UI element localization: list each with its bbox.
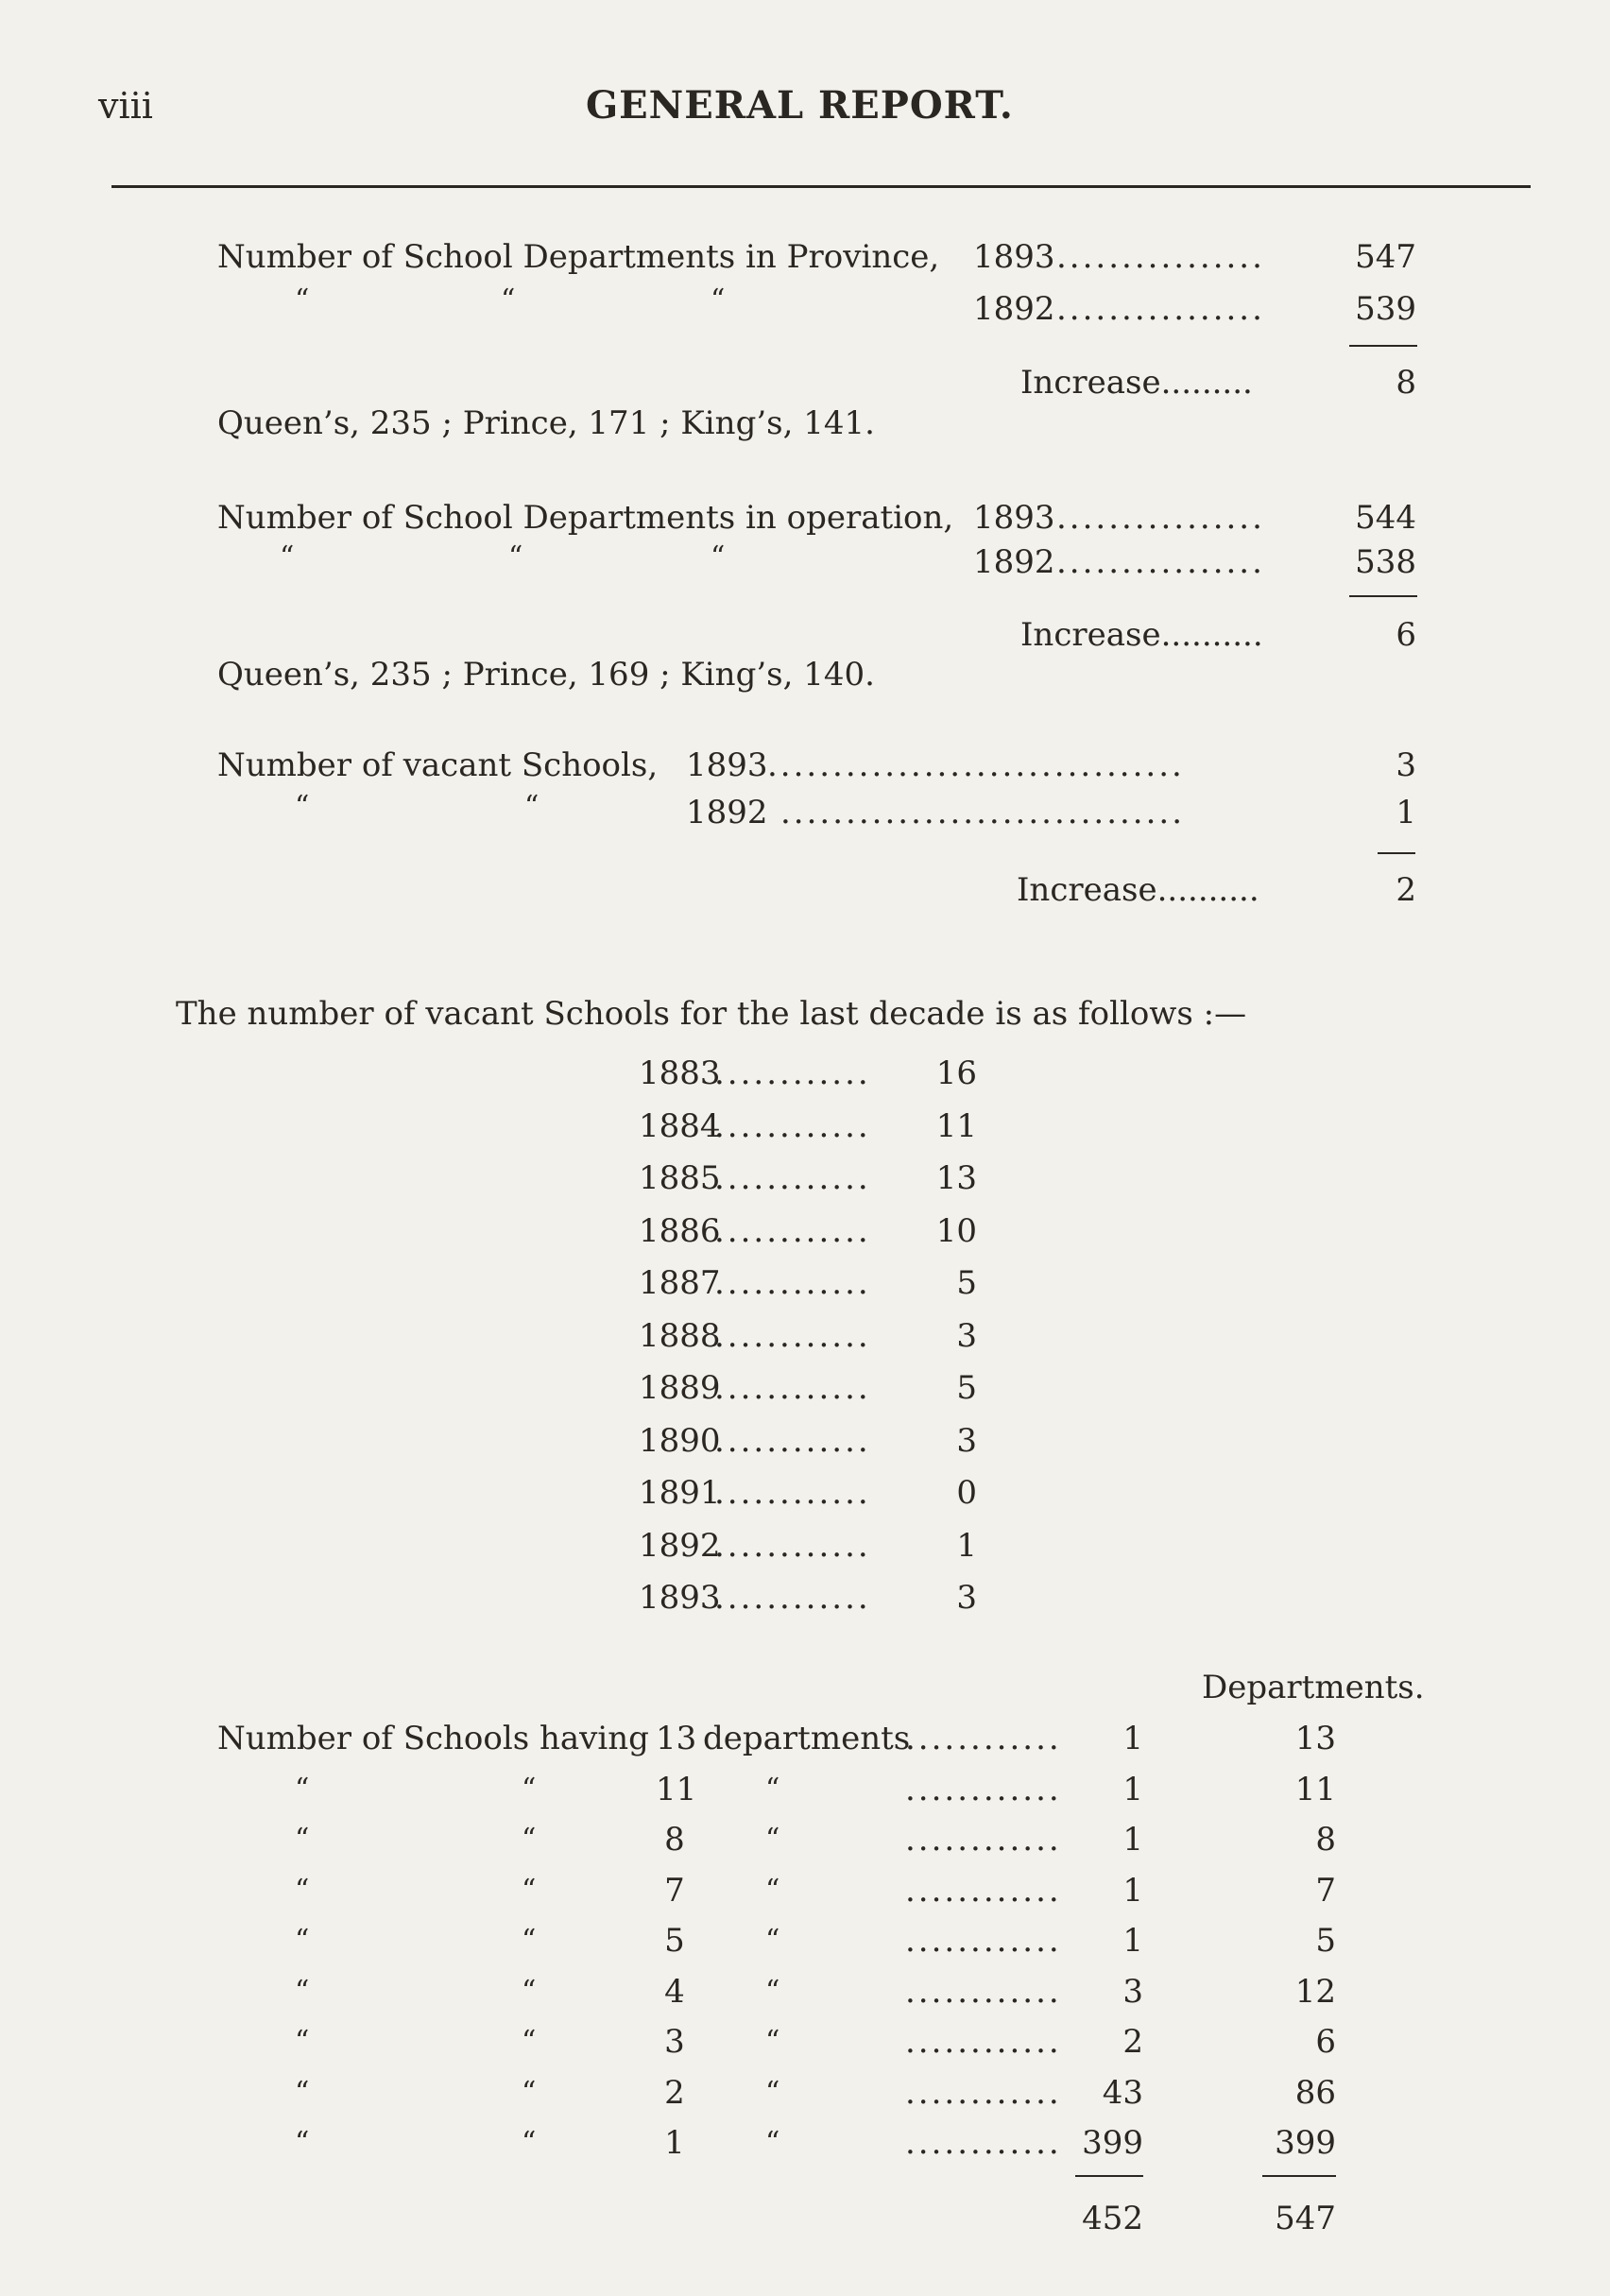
sum-rule <box>1349 345 1417 347</box>
decade-leader: ............ <box>714 1107 871 1145</box>
ditto-mark: “ <box>765 2025 780 2058</box>
ditto-mark: “ <box>295 1823 310 1856</box>
schools-leader: ............ <box>905 1922 1062 1960</box>
province-increase-value: 8 <box>1396 364 1416 402</box>
province-year-1893: 1893 <box>973 238 1055 276</box>
ditto-mark: “ <box>522 1975 537 2008</box>
operation-label: Number of School Departments in operation, <box>217 499 954 537</box>
ditto-mark: “ <box>295 1975 310 2008</box>
ditto-mark: “ <box>522 1823 537 1856</box>
schools-dept-count: 4 <box>664 1973 685 2011</box>
schools-label-prefix: Number of Schools having <box>217 1720 649 1757</box>
schools-leader: ............ <box>905 1720 1062 1757</box>
ditto-mark: “ <box>522 2126 537 2159</box>
schools-count: 1 <box>1122 1922 1143 1960</box>
province-year-1892: 1892 <box>973 290 1055 328</box>
operation-value-1893: 544 <box>1355 499 1416 537</box>
schools-leader: ............ <box>905 1771 1062 1808</box>
schools-departments: 13 <box>1294 1720 1336 1757</box>
ditto-mark: “ <box>522 1924 537 1957</box>
decade-value: 1 <box>956 1527 977 1565</box>
schools-count: 3 <box>1122 1973 1143 2011</box>
schools-departments: 86 <box>1294 2074 1336 2112</box>
vacant-year-1892: 1892 <box>686 794 768 831</box>
operation-breakdown: Queen’s, 235 ; Prince, 169 ; King’s, 140. <box>217 656 875 694</box>
province-leader-1893: ................ <box>1056 238 1265 276</box>
decade-value: 5 <box>956 1264 977 1302</box>
decade-intro: The number of vacant Schools for the last decade is as follows :— <box>176 995 1247 1033</box>
schools-dept-count: 5 <box>664 1922 685 1960</box>
vacant-increase-label: Increase.......... <box>1017 871 1259 909</box>
decade-year: 1888 <box>639 1317 721 1355</box>
ditto-mark: “ <box>295 1924 310 1957</box>
ditto-mark: “ <box>501 283 516 317</box>
decade-value: 16 <box>935 1054 977 1092</box>
ditto-mark: “ <box>765 2126 780 2159</box>
decade-leader: ............ <box>714 1317 871 1355</box>
province-value-1893: 547 <box>1355 238 1416 276</box>
ditto-mark: “ <box>765 1874 780 1907</box>
decade-leader: ............ <box>714 1159 871 1197</box>
decade-value: 0 <box>956 1474 977 1512</box>
decade-year: 1892 <box>639 1527 721 1565</box>
vacant-leader-1892: ............................... <box>780 794 1186 831</box>
decade-leader: ............ <box>714 1579 871 1617</box>
ditto-mark: “ <box>280 540 295 574</box>
decade-year: 1889 <box>639 1369 721 1407</box>
header-rule <box>111 185 1531 188</box>
departments-header: Departments. <box>1202 1669 1425 1706</box>
ditto-mark: “ <box>295 2025 310 2058</box>
schools-dept-count: 13 <box>656 1720 697 1757</box>
schools-dept-count: 2 <box>664 2074 685 2112</box>
schools-dept-count: 11 <box>656 1771 697 1808</box>
operation-leader-1893: ................ <box>1056 499 1265 537</box>
decade-leader: ............ <box>714 1422 871 1460</box>
schools-leader: ............ <box>905 2023 1062 2061</box>
schools-count: 1 <box>1122 1771 1143 1808</box>
vacant-increase-value: 2 <box>1396 871 1416 909</box>
operation-year-1893: 1893 <box>973 499 1055 537</box>
vacant-leader-1893: ................................ <box>767 746 1185 784</box>
total-rule <box>1075 2175 1143 2177</box>
page-number: viii <box>98 85 153 127</box>
province-breakdown: Queen’s, 235 ; Prince, 171 ; King’s, 141. <box>217 404 875 442</box>
ditto-mark: “ <box>522 1874 537 1907</box>
vacant-value-1892: 1 <box>1396 794 1416 831</box>
decade-value: 11 <box>935 1107 977 1145</box>
ditto-mark: “ <box>765 1924 780 1957</box>
decade-value: 10 <box>935 1212 977 1250</box>
decade-leader: ............ <box>714 1212 871 1250</box>
decade-leader: ............ <box>714 1369 871 1407</box>
ditto-mark: “ <box>765 1823 780 1856</box>
schools-count: 2 <box>1122 2023 1143 2061</box>
ditto-mark: “ <box>295 1773 310 1806</box>
ditto-mark: “ <box>711 540 726 574</box>
schools-leader: ............ <box>905 2124 1062 2162</box>
ditto-mark: “ <box>524 790 540 823</box>
operation-increase-value: 6 <box>1396 616 1416 654</box>
ditto-mark: “ <box>765 1975 780 2008</box>
decade-leader: ............ <box>714 1264 871 1302</box>
operation-value-1892: 538 <box>1355 543 1416 581</box>
schools-departments: 7 <box>1315 1872 1336 1910</box>
decade-value: 13 <box>935 1159 977 1197</box>
decade-year: 1884 <box>639 1107 721 1145</box>
schools-departments: 399 <box>1275 2124 1336 2162</box>
schools-count: 1 <box>1122 1821 1143 1859</box>
operation-leader-1892: ................ <box>1056 543 1265 581</box>
schools-label-suffix: departments <box>703 1720 911 1757</box>
schools-dept-count: 1 <box>664 2124 685 2162</box>
decade-value: 3 <box>956 1317 977 1355</box>
sum-rule <box>1349 595 1417 597</box>
ditto-mark: “ <box>295 2076 310 2109</box>
schools-leader: ............ <box>905 1872 1062 1910</box>
decade-leader: ............ <box>714 1527 871 1565</box>
operation-year-1892: 1892 <box>973 543 1055 581</box>
schools-count: 1 <box>1122 1872 1143 1910</box>
schools-departments: 6 <box>1315 2023 1336 2061</box>
ditto-mark: “ <box>295 1874 310 1907</box>
province-increase-label: Increase......... <box>1020 364 1253 402</box>
ditto-mark: “ <box>522 2076 537 2109</box>
decade-value: 3 <box>956 1579 977 1617</box>
schools-departments: 5 <box>1315 1922 1336 1960</box>
decade-leader: ............ <box>714 1474 871 1512</box>
province-label: Number of School Departments in Province, <box>217 238 940 276</box>
schools-dept-count: 8 <box>664 1821 685 1859</box>
vacant-label: Number of vacant Schools, <box>217 746 659 784</box>
decade-year: 1891 <box>639 1474 721 1512</box>
decade-year: 1890 <box>639 1422 721 1460</box>
page-title: GENERAL REPORT. <box>586 83 1014 128</box>
vacant-year-1893: 1893 <box>686 746 768 784</box>
vacant-value-1893: 3 <box>1396 746 1416 784</box>
total-schools: 452 <box>1082 2200 1143 2237</box>
total-rule <box>1262 2175 1336 2177</box>
decade-leader: ............ <box>714 1054 871 1092</box>
ditto-mark: “ <box>295 2126 310 2159</box>
province-leader-1892: ................ <box>1056 290 1265 328</box>
schools-leader: ............ <box>905 1821 1062 1859</box>
schools-departments: 8 <box>1315 1821 1336 1859</box>
ditto-mark: “ <box>711 283 726 317</box>
ditto-mark: “ <box>522 1773 537 1806</box>
schools-leader: ............ <box>905 2074 1062 2112</box>
schools-dept-count: 3 <box>664 2023 685 2061</box>
schools-count: 399 <box>1082 2124 1143 2162</box>
ditto-mark: “ <box>765 2076 780 2109</box>
decade-year: 1885 <box>639 1159 721 1197</box>
schools-leader: ............ <box>905 1973 1062 2011</box>
ditto-mark: “ <box>765 1773 780 1806</box>
schools-departments: 12 <box>1294 1973 1336 2011</box>
ditto-mark: “ <box>295 790 310 823</box>
decade-value: 5 <box>956 1369 977 1407</box>
decade-year: 1883 <box>639 1054 721 1092</box>
ditto-mark: “ <box>295 283 310 317</box>
province-value-1892: 539 <box>1355 290 1416 328</box>
total-departments: 547 <box>1275 2200 1336 2237</box>
decade-year: 1893 <box>639 1579 721 1617</box>
operation-increase-label: Increase.......... <box>1020 616 1263 654</box>
decade-year: 1887 <box>639 1264 721 1302</box>
ditto-mark: “ <box>508 540 523 574</box>
decade-year: 1886 <box>639 1212 721 1250</box>
schools-count: 1 <box>1122 1720 1143 1757</box>
schools-departments: 11 <box>1294 1771 1336 1808</box>
sum-rule <box>1378 852 1415 854</box>
schools-count: 43 <box>1102 2074 1143 2112</box>
schools-dept-count: 7 <box>664 1872 685 1910</box>
decade-value: 3 <box>956 1422 977 1460</box>
ditto-mark: “ <box>522 2025 537 2058</box>
